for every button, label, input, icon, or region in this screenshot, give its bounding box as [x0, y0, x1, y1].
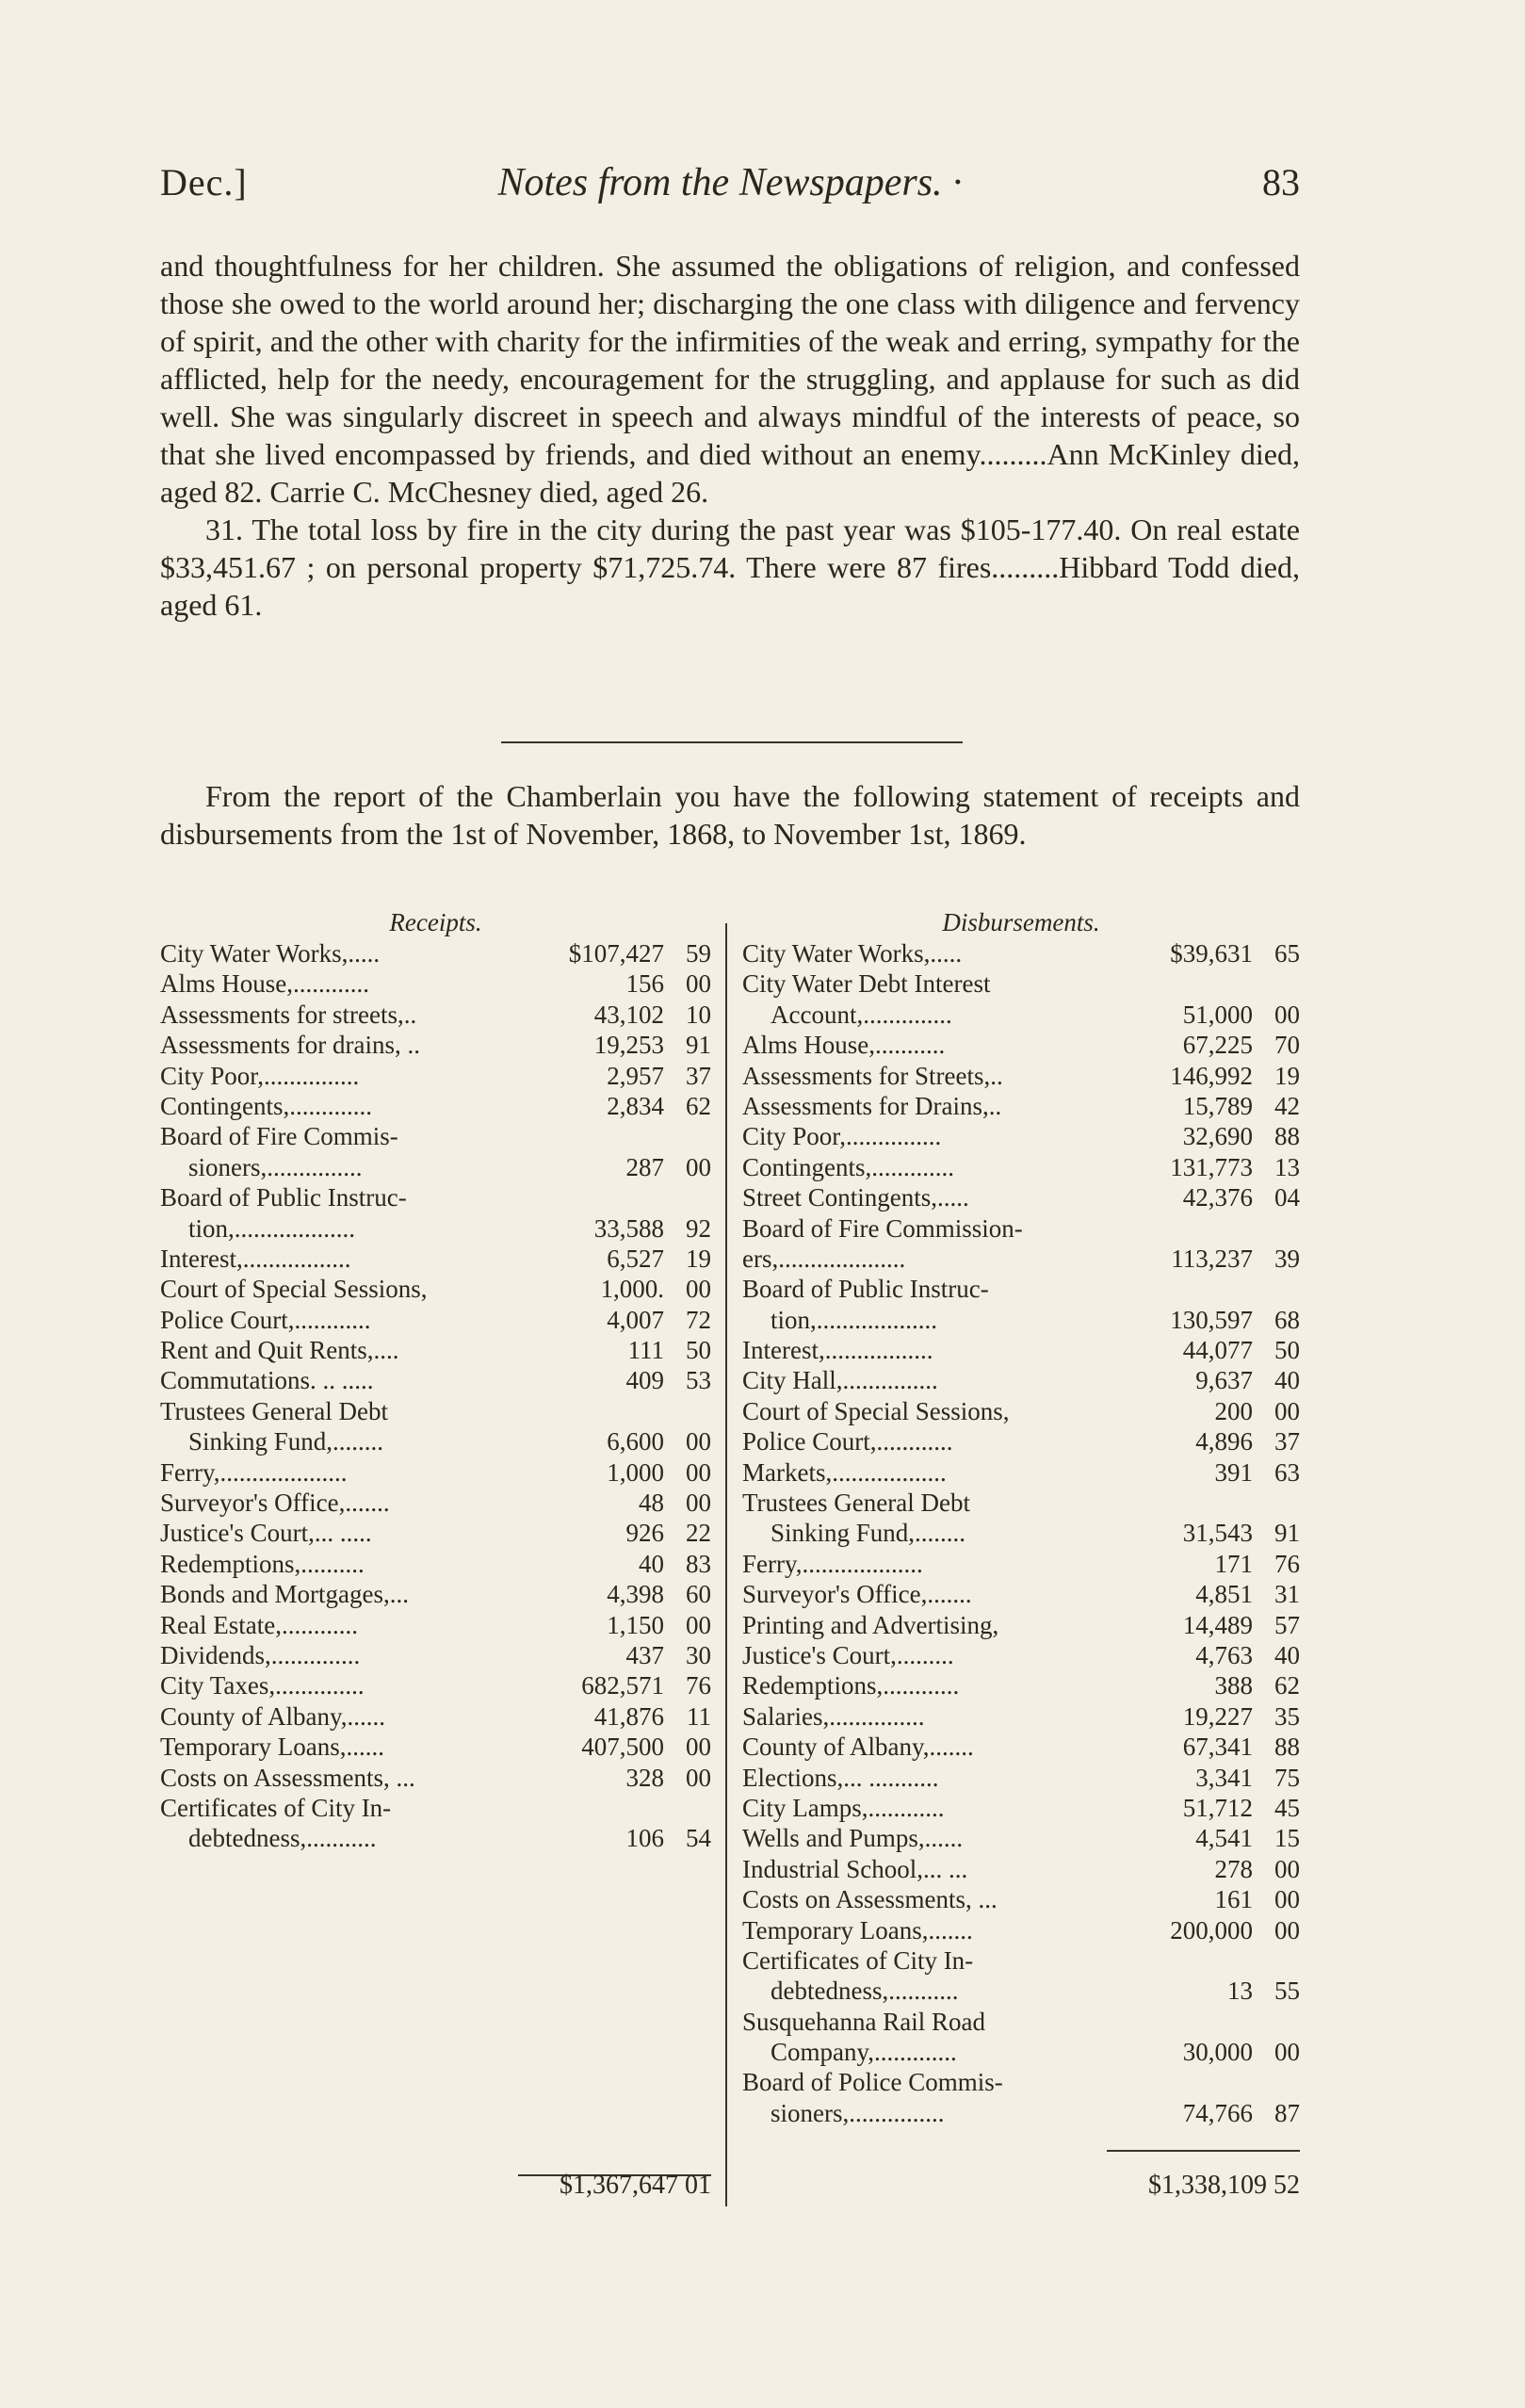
- ledger-amount: 15,789: [1182, 1091, 1253, 1120]
- running-head-month: Dec.]: [160, 161, 248, 203]
- ledger-row: [742, 1915, 1300, 1945]
- ledger-label: Alms House,...........: [742, 1031, 946, 1060]
- ledger-label: Justice's Court,.........: [742, 1640, 954, 1669]
- ledger-amount: $107,427: [568, 939, 664, 968]
- ledger-label: debtedness,...........: [771, 1977, 959, 2006]
- ledger-row: [742, 938, 1300, 968]
- ledger-row: [742, 1030, 1300, 1060]
- ledger-row: [742, 1610, 1300, 1640]
- ledger-cents: 88: [1274, 1122, 1300, 1151]
- ledger-row: [742, 1854, 1300, 1884]
- ledger-row: [160, 1396, 711, 1426]
- ledger-row: [160, 1670, 711, 1700]
- ledger-row: [160, 1579, 711, 1609]
- ledger-amount: 30,000: [1182, 2038, 1253, 2067]
- ledger-amount: 32,690: [1182, 1122, 1253, 1151]
- ledger-label: Dividends,..............: [160, 1640, 361, 1669]
- ledger-amount: 1,150: [607, 1610, 664, 1639]
- ledger-row: [160, 1091, 711, 1121]
- ledger-amount: $39,631: [1170, 939, 1253, 968]
- ledger-label: Elections,... ...........: [742, 1763, 939, 1792]
- ledger-row: [742, 1518, 1300, 1548]
- receipts-total: $1,367,647 01: [560, 2171, 711, 2200]
- ledger-label: debtedness,...........: [188, 1824, 377, 1853]
- ledger-cents: 75: [1274, 1763, 1300, 1792]
- ledger-row: [160, 1305, 711, 1335]
- ledger-amount: 43,102: [593, 1000, 664, 1029]
- ledger-row: [742, 1121, 1300, 1151]
- ledger-cents: 00: [686, 1763, 711, 1792]
- ledger-label: Costs on Assessments, ...: [742, 1885, 998, 1914]
- ledger-amount: 131,773: [1170, 1152, 1253, 1181]
- ledger-row: [742, 1793, 1300, 1823]
- ledger-cents: 63: [1274, 1457, 1300, 1487]
- ledger-row: [160, 1518, 711, 1548]
- ledger-label: Markets,..................: [742, 1457, 947, 1487]
- ledger-row: [742, 1640, 1300, 1670]
- ledger-label: Court of Special Sessions,: [742, 1396, 1010, 1425]
- ledger-amount: 328: [625, 1763, 664, 1792]
- ledger-cents: 54: [686, 1824, 711, 1853]
- ledger-label: sioners,...............: [771, 2098, 945, 2127]
- ledger-cents: 00: [1274, 1885, 1300, 1914]
- ledger-amount: 19,227: [1182, 1701, 1253, 1731]
- ledger-cents: 88: [1274, 1733, 1300, 1762]
- ledger-label: Certificates of City In-: [742, 1945, 974, 1975]
- ledger-cents: 42: [1274, 1091, 1300, 1120]
- ledger-amount: 111: [627, 1336, 664, 1365]
- ledger-row: [742, 2098, 1300, 2128]
- ledger-row: [160, 1335, 711, 1365]
- ledger-amount: 106: [625, 1824, 664, 1853]
- intro-paragraph: [160, 777, 1300, 853]
- section-divider: [501, 741, 963, 743]
- ledger-row: [742, 1823, 1300, 1853]
- ledger-row: [160, 968, 711, 999]
- disbursements-list: [742, 938, 1300, 2128]
- ledger-row: [160, 1365, 711, 1395]
- disbursements-total-rule: [1107, 2150, 1300, 2152]
- ledger-row: [160, 938, 711, 968]
- ledger-label: City Poor,...............: [742, 1122, 942, 1151]
- paragraph: 31. The total loss by fire in the city during the past year was $105-177.40. On real estate $33,451.67 ; on personal property $71,725.74. There were 87 fires.........Hibbard Todd died, aged 61.: [160, 513, 1300, 622]
- ledger-label: Surveyor's Office,.......: [742, 1580, 972, 1609]
- ledger-label: Commutations. .. .....: [160, 1366, 374, 1395]
- ledger-label: Board of Fire Commis-: [160, 1122, 398, 1151]
- ledger-amount: 14,489: [1182, 1610, 1253, 1639]
- ledger-amount: 48: [639, 1489, 664, 1518]
- ledger-cents: 68: [1274, 1305, 1300, 1334]
- ledger-amount: 171: [1214, 1549, 1253, 1578]
- ledger-label: Industrial School,... ...: [742, 1854, 968, 1883]
- ledger-row: [160, 1732, 711, 1762]
- ledger-label: ers,....................: [742, 1244, 906, 1273]
- ledger-label: Bonds and Mortgages,...: [160, 1580, 409, 1609]
- paragraph: From the report of the Chamberlain you have the following statement of receipts and disbursements from the 1st of November, 1868, to November 1st, 1869.: [160, 779, 1300, 851]
- ledger-amount: 9,637: [1195, 1366, 1253, 1395]
- ledger-row: [160, 1274, 711, 1304]
- ledger-label: Temporary Loans,......: [160, 1733, 385, 1762]
- ledger-row: [742, 1365, 1300, 1395]
- ledger-row: [742, 1426, 1300, 1456]
- ledger-cents: 45: [1274, 1793, 1300, 1822]
- ledger-cents: 00: [1274, 2038, 1300, 2067]
- ledger-row: [742, 1244, 1300, 1274]
- ledger-amount: 146,992: [1170, 1061, 1253, 1090]
- ledger-cents: 19: [686, 1244, 711, 1273]
- ledger-label: Ferry,....................: [160, 1457, 348, 1487]
- ledger-amount: 113,237: [1171, 1244, 1253, 1273]
- ledger-label: Redemptions,..........: [160, 1549, 365, 1578]
- ledger-row: [160, 1121, 711, 1151]
- ledger-label: Contingents,.............: [742, 1152, 955, 1181]
- ledger-row: [742, 1549, 1300, 1579]
- ledger-row: [742, 1670, 1300, 1700]
- ledger-row: [742, 1000, 1300, 1030]
- ledger-label: Court of Special Sessions,: [160, 1275, 428, 1304]
- ledger-label: Trustees General Debt: [742, 1489, 970, 1518]
- ledger-amount: 407,500: [581, 1733, 664, 1762]
- ledger-amount: 44,077: [1182, 1336, 1253, 1365]
- ledger-label: Contingents,.............: [160, 1091, 373, 1120]
- ledger-amount: 156: [625, 969, 664, 999]
- ledger-amount: 409: [625, 1366, 664, 1395]
- ledger-cents: 00: [686, 1152, 711, 1181]
- ledger-amount: 13: [1227, 1977, 1253, 2006]
- ledger-cents: 19: [1274, 1061, 1300, 1090]
- ledger-row: [742, 1763, 1300, 1793]
- ledger-row: [742, 1579, 1300, 1609]
- ledger-label: Temporary Loans,.......: [742, 1915, 973, 1944]
- ledger-row: [742, 1274, 1300, 1304]
- ledger-label: City Water Debt Interest: [742, 969, 991, 999]
- ledger-cents: 00: [686, 1733, 711, 1762]
- ledger-row: [160, 1488, 711, 1518]
- page-number: 83: [1262, 161, 1300, 203]
- ledger-amount: 3,341: [1195, 1763, 1253, 1792]
- ledger-cents: 57: [1274, 1610, 1300, 1639]
- ledger-amount: 682,571: [581, 1671, 664, 1700]
- ledger-row: [160, 1061, 711, 1091]
- ledger-cents: 39: [1274, 1244, 1300, 1273]
- ledger-cents: 00: [686, 969, 711, 999]
- ledger-amount: 4,851: [1195, 1580, 1253, 1609]
- ledger-label: Assessments for streets,..: [160, 1000, 417, 1029]
- ledger-label: Assessments for drains, ..: [160, 1031, 420, 1060]
- ledger-row: [742, 1213, 1300, 1244]
- ledger-label: Ferry,...................: [742, 1549, 923, 1578]
- ledger-cents: 62: [1274, 1671, 1300, 1700]
- ledger-cents: 55: [1274, 1977, 1300, 2006]
- ledger-cents: 76: [1274, 1549, 1300, 1578]
- ledger-row: [160, 1549, 711, 1579]
- body-text: [160, 247, 1300, 624]
- ledger-row: [742, 1152, 1300, 1182]
- ledger-cents: 91: [1274, 1519, 1300, 1548]
- ledger-row: [742, 1305, 1300, 1335]
- ledger-cents: 22: [686, 1519, 711, 1548]
- ledger-amount: 19,253: [593, 1031, 664, 1060]
- ledger-row: [160, 1823, 711, 1853]
- ledger-row: [160, 1182, 711, 1212]
- ledger-amount: 391: [1214, 1457, 1253, 1487]
- receipts-list: [160, 938, 711, 1854]
- ledger-row: [160, 1030, 711, 1060]
- ledger-row: [742, 1884, 1300, 1914]
- ledger-cents: 76: [686, 1671, 711, 1700]
- ledger-label: Interest,.................: [742, 1336, 933, 1365]
- ledger-label: City Taxes,..............: [160, 1671, 365, 1700]
- ledger-cents: 60: [686, 1580, 711, 1609]
- ledger-label: tion,...................: [188, 1213, 356, 1243]
- ledger-label: Trustees General Debt: [160, 1396, 388, 1425]
- ledger-label: Wells and Pumps,......: [742, 1824, 964, 1853]
- ledger-cents: 13: [1274, 1152, 1300, 1181]
- ledger-label: Assessments for Streets,..: [742, 1061, 1003, 1090]
- ledger-label: Interest,.................: [160, 1244, 351, 1273]
- ledger-row: [742, 1396, 1300, 1426]
- ledger-row: [160, 1793, 711, 1823]
- ledger-amount: 437: [625, 1640, 664, 1669]
- ledger-label: City Water Works,.....: [160, 939, 381, 968]
- disbursements-column: [742, 906, 1300, 2128]
- ledger-row: [742, 2037, 1300, 2067]
- ledger-row: [742, 1457, 1300, 1488]
- paragraph: and thoughtfulness for her children. She assumed the obligations of religion, and confessed those she owed to the world around her; discharging the one class with diligence and fervency of spirit, and the other with charity for the infirmities of the weak and erring, sympathy for the afflicted, help for the needy, encouragement for the struggling, and applause for such as did well. She was singularly discreet in speech and always mindful of the interests of peace, so that she lived encompassed by friends, and died without an enemy.........Ann McKinley died, aged 82. Carrie C. McChesney died, aged 26.: [160, 249, 1300, 509]
- ledger-row: [160, 1000, 711, 1030]
- ledger-label: Salaries,...............: [742, 1701, 925, 1731]
- ledger-label: Company,.............: [771, 2038, 957, 2067]
- ledger-cents: 00: [1274, 1396, 1300, 1425]
- ledger-row: [160, 1763, 711, 1793]
- ledger-amount: 4,398: [607, 1580, 664, 1609]
- ledger-amount: 4,763: [1195, 1640, 1253, 1669]
- ledger-cents: 83: [686, 1549, 711, 1578]
- ledger-label: Justice's Court,... .....: [160, 1519, 372, 1548]
- ledger-cents: 31: [1274, 1580, 1300, 1609]
- ledger-cents: 53: [686, 1366, 711, 1395]
- ledger-cents: 59: [686, 939, 711, 968]
- ledger-cents: 37: [1274, 1427, 1300, 1456]
- ledger-label: Board of Public Instruc-: [160, 1183, 407, 1212]
- ledger-label: Alms House,............: [160, 969, 369, 999]
- column-divider: [725, 923, 727, 2206]
- ledger-label: Sinking Fund,........: [188, 1427, 384, 1456]
- ledger-cents: 92: [686, 1213, 711, 1243]
- ledger-row: [742, 1091, 1300, 1121]
- ledger-amount: 51,712: [1182, 1793, 1253, 1822]
- ledger-amount: 1,000: [607, 1457, 664, 1487]
- ledger-cents: 62: [686, 1091, 711, 1120]
- ledger-cents: 70: [1274, 1031, 1300, 1060]
- ledger-cents: 00: [686, 1457, 711, 1487]
- ledger-row: [742, 1976, 1300, 2006]
- ledger-cents: 04: [1274, 1183, 1300, 1212]
- ledger-cents: 72: [686, 1305, 711, 1334]
- ledger-row: [160, 1457, 711, 1488]
- running-head-title: Notes from the Newspapers. ·: [497, 161, 963, 204]
- ledger-cents: 40: [1274, 1640, 1300, 1669]
- ledger-row: [742, 1061, 1300, 1091]
- ledger-cents: 11: [687, 1701, 711, 1731]
- ledger-label: Board of Public Instruc-: [742, 1275, 989, 1304]
- ledger-row: [160, 1426, 711, 1456]
- ledger-cents: 00: [686, 1427, 711, 1456]
- receipts-column: [160, 906, 711, 1854]
- ledger-amount: 278: [1214, 1854, 1253, 1883]
- ledger-label: sioners,...............: [188, 1152, 363, 1181]
- ledger-amount: 6,600: [607, 1427, 664, 1456]
- ledger-amount: 388: [1214, 1671, 1253, 1700]
- ledger-row: [742, 1335, 1300, 1365]
- ledger-amount: 41,876: [593, 1701, 664, 1731]
- ledger-label: Surveyor's Office,.......: [160, 1489, 390, 1518]
- ledger-cents: 87: [1274, 2098, 1300, 2127]
- ledger-amount: 74,766: [1182, 2098, 1253, 2127]
- ledger-amount: 200: [1214, 1396, 1253, 1425]
- ledger-label: Real Estate,............: [160, 1610, 358, 1639]
- ledger-label: Certificates of City In-: [160, 1793, 392, 1822]
- ledger-label: Costs on Assessments, ...: [160, 1763, 415, 1792]
- ledger-amount: 40: [639, 1549, 664, 1578]
- ledger-label: Assessments for Drains,..: [742, 1091, 1002, 1120]
- ledger-cents: 30: [686, 1640, 711, 1669]
- ledger-amount: 4,007: [607, 1305, 664, 1334]
- ledger-label: Street Contingents,.....: [742, 1183, 969, 1212]
- ledger-row: [742, 1488, 1300, 1518]
- disbursements-heading: Disbursements.: [942, 908, 1100, 936]
- ledger-cents: 00: [686, 1610, 711, 1639]
- ledger-amount: 2,957: [607, 1061, 664, 1090]
- ledger-label: Board of Police Commis-: [742, 2068, 1003, 2097]
- ledger-row: [160, 1152, 711, 1182]
- ledger-cents: 40: [1274, 1366, 1300, 1395]
- receipts-heading: Receipts.: [389, 908, 482, 936]
- ledger-label: County of Albany,.......: [742, 1733, 974, 1762]
- ledger-label: Police Court,............: [160, 1305, 371, 1334]
- ledger-cents: 00: [686, 1275, 711, 1304]
- ledger-label: Redemptions,............: [742, 1671, 960, 1700]
- ledger-label: City Water Works,.....: [742, 939, 963, 968]
- ledger-cents: 10: [686, 1000, 711, 1029]
- ledger-row: [160, 1610, 711, 1640]
- ledger-label: Account,..............: [771, 1000, 952, 1029]
- ledger-amount: 130,597: [1170, 1305, 1253, 1334]
- ledger-row: [742, 1182, 1300, 1212]
- ledger-amount: 4,541: [1195, 1824, 1253, 1853]
- ledger-amount: 1,000.: [600, 1275, 664, 1304]
- ledger-row: [742, 2007, 1300, 2037]
- ledger-amount: 161: [1214, 1885, 1253, 1914]
- ledger-label: City Hall,...............: [742, 1366, 938, 1395]
- ledger-cents: 00: [1274, 1000, 1300, 1029]
- ledger-cents: 15: [1274, 1824, 1300, 1853]
- ledger-label: Rent and Quit Rents,....: [160, 1336, 399, 1365]
- ledger-label: County of Albany,......: [160, 1701, 385, 1731]
- ledger-row: [742, 968, 1300, 999]
- ledger-row: [742, 1701, 1300, 1732]
- ledger-amount: 2,834: [607, 1091, 664, 1120]
- ledger-amount: 6,527: [607, 1244, 664, 1273]
- ledger-cents: 00: [686, 1489, 711, 1518]
- ledger-amount: 33,588: [593, 1213, 664, 1243]
- ledger-cents: 35: [1274, 1701, 1300, 1731]
- ledger-row: [160, 1244, 711, 1274]
- ledger-amount: 67,225: [1182, 1031, 1253, 1060]
- ledger-label: City Lamps,............: [742, 1793, 945, 1822]
- ledger-row: [160, 1701, 711, 1732]
- ledger-cents: 00: [1274, 1915, 1300, 1944]
- ledger-label: Printing and Advertising,: [742, 1610, 999, 1639]
- ledger-amount: 287: [625, 1152, 664, 1181]
- ledger-row: [742, 2067, 1300, 2097]
- ledger-label: City Poor,...............: [160, 1061, 360, 1090]
- ledger-amount: 926: [625, 1519, 664, 1548]
- ledger-cents: 91: [686, 1031, 711, 1060]
- ledger-row: [742, 1732, 1300, 1762]
- ledger-amount: 42,376: [1182, 1183, 1253, 1212]
- ledger-cents: 50: [686, 1336, 711, 1365]
- ledger-label: tion,...................: [771, 1305, 938, 1334]
- ledger-amount: 51,000: [1182, 1000, 1253, 1029]
- ledger-label: Sinking Fund,........: [771, 1519, 966, 1548]
- ledger-label: Board of Fire Commission-: [742, 1213, 1023, 1243]
- ledger-amount: 4,896: [1195, 1427, 1253, 1456]
- disbursements-total: $1,338,109 52: [1148, 2171, 1300, 2200]
- ledger-label: Susquehanna Rail Road: [742, 2007, 985, 2036]
- page-header: [160, 160, 1300, 217]
- ledger-cents: 65: [1274, 939, 1300, 968]
- ledger-row: [742, 1945, 1300, 1976]
- ledger-cents: 37: [686, 1061, 711, 1090]
- ledger-row: [160, 1213, 711, 1244]
- ledger-amount: 67,341: [1182, 1733, 1253, 1762]
- ledger-label: Police Court,............: [742, 1427, 953, 1456]
- ledger-row: [160, 1640, 711, 1670]
- ledger-amount: 200,000: [1170, 1915, 1253, 1944]
- ledger-cents: 50: [1274, 1336, 1300, 1365]
- ledger-amount: 31,543: [1182, 1519, 1253, 1548]
- ledger-cents: 00: [1274, 1854, 1300, 1883]
